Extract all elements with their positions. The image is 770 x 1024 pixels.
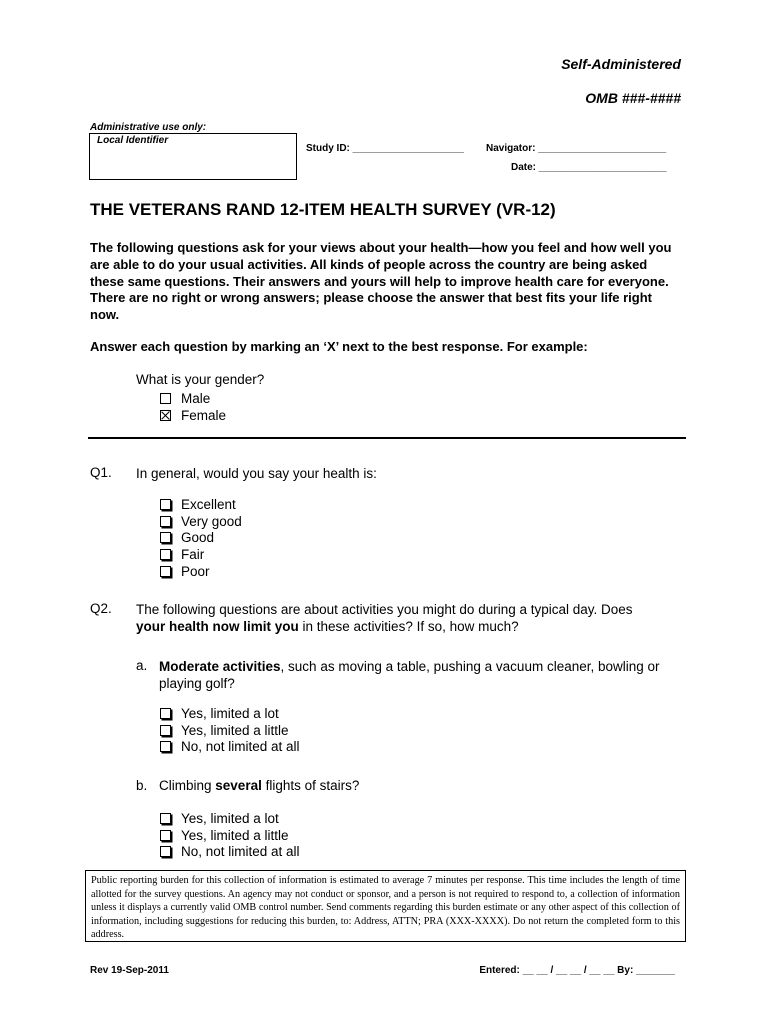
q2a-rest: , such as moving a table, pushing a vacuum cleaner, bowling or — [280, 659, 660, 674]
q2b-option[interactable] — [160, 843, 300, 860]
q2-text — [136, 601, 676, 635]
q2-number: Q2. — [90, 601, 112, 616]
q2-bold-phrase: your health now limit you — [136, 619, 299, 634]
q1-option[interactable] — [160, 496, 242, 513]
q2-text-line1: The following questions are about activities you might do during a typical day. Does — [136, 602, 633, 617]
burden-statement: Public reporting burden for this collection of information is estimated to average 7 minutes per response. This time includes the length of time allotted for the survey questions. An agency may not conduct or sponsor, and a person is not required to respond to, a collection of information unless it displays a currently valid OMB control number. Send comments regarding this burden estimate or any other aspect of this collection of information, including suggestions for reducing this burden, to: Address, ATTN; PRA (XXX-XXXX). Do not return the completed form to this address. — [85, 870, 686, 942]
example-options — [160, 390, 226, 423]
q2a-option[interactable] — [160, 738, 300, 755]
example-question: What is your gender? — [136, 372, 265, 387]
checkbox-icon[interactable] — [160, 549, 171, 560]
checkbox-icon[interactable] — [160, 846, 171, 857]
option-label: Good — [181, 530, 215, 546]
checkbox-icon[interactable] — [160, 813, 171, 824]
option-label: Fair — [181, 546, 205, 562]
entered-by-field[interactable]: Entered: __ __ / __ __ / __ __ By: _______ — [479, 965, 675, 976]
option-label: Poor — [181, 563, 210, 579]
option-label: Yes, limited a little — [181, 827, 289, 843]
checkbox-icon[interactable] — [160, 516, 171, 527]
checkbox-icon[interactable] — [160, 532, 171, 543]
q2b-bold-word: several — [215, 778, 262, 793]
q1-option[interactable] — [160, 513, 242, 530]
page-title: THE VETERANS RAND 12-ITEM HEALTH SURVEY (VR-12) — [90, 200, 556, 219]
checkbox-checked-icon[interactable] — [160, 410, 171, 421]
option-label: No, not limited at all — [181, 844, 300, 860]
q2a-text — [159, 658, 689, 692]
navigator-field[interactable]: Navigator: _______________________ — [486, 143, 667, 154]
q1-option[interactable] — [160, 529, 242, 546]
q1-options — [160, 496, 242, 579]
option-label: Female — [181, 407, 227, 423]
checkbox-icon[interactable] — [160, 741, 171, 752]
q2b-post: flights of stairs? — [261, 778, 360, 793]
omb-number: OMB ###-#### — [585, 90, 681, 106]
q1-option[interactable] — [160, 546, 242, 563]
option-label: Yes, limited a lot — [181, 810, 279, 826]
option-label: No, not limited at all — [181, 739, 300, 755]
q2a-option[interactable] — [160, 722, 300, 739]
revision-date: Rev 19-Sep-2011 — [90, 965, 169, 976]
q2b-option[interactable] — [160, 827, 300, 844]
checkbox-icon[interactable] — [160, 708, 171, 719]
q2-text-line2 — [136, 618, 676, 635]
q2b-text — [159, 778, 359, 793]
option-label: Yes, limited a little — [181, 722, 289, 738]
q2b-pre: Climbing — [159, 778, 216, 793]
q1-text: In general, would you say your health is: — [136, 466, 377, 481]
checkbox-icon[interactable] — [160, 566, 171, 577]
q2a-text-line1 — [159, 658, 689, 675]
option-label: Excellent — [181, 496, 236, 512]
q2a-letter: a. — [136, 658, 148, 673]
checkbox-icon[interactable] — [160, 499, 171, 510]
q2a-bold-phrase: Moderate activities — [159, 659, 281, 674]
date-field[interactable]: Date: _______________________ — [511, 162, 667, 173]
option-label: Yes, limited a lot — [181, 705, 279, 721]
example-option-female[interactable] — [160, 407, 226, 424]
option-label: Very good — [181, 513, 242, 529]
q2a-option[interactable] — [160, 705, 300, 722]
study-id-field[interactable]: Study ID: ____________________ — [306, 143, 464, 154]
q2a-text-line2: playing golf? — [159, 676, 235, 691]
q2b-options — [160, 810, 300, 860]
checkbox-icon[interactable] — [160, 830, 171, 841]
q2b-letter: b. — [136, 778, 148, 793]
q2b-option[interactable] — [160, 810, 300, 827]
instruction-text: Answer each question by marking an ‘X’ next to the best response. For example: — [90, 339, 588, 354]
admin-use-label: Administrative use only: — [90, 122, 207, 133]
self-administered-label: Self-Administered — [561, 56, 681, 72]
q1-number: Q1. — [90, 465, 112, 480]
local-identifier-box[interactable] — [89, 133, 297, 180]
option-label: Male — [181, 390, 211, 406]
section-divider — [88, 437, 686, 439]
q2-text-line2-rest: in these activities? If so, how much? — [298, 619, 519, 634]
intro-paragraph: The following questions ask for your views about your health—how you feel and how well you are able to do your usual activities. All kinds of people across the country are being asked these same questions. Their answers and yours will help to improve health care for everyone. There are no right or wrong answers; please choose the answer that best fits your life right now. — [90, 240, 672, 323]
checkbox-empty-icon[interactable] — [160, 393, 171, 404]
example-option-male[interactable] — [160, 390, 226, 407]
local-identifier-label: Local Identifier — [97, 135, 169, 146]
q1-option[interactable] — [160, 563, 242, 580]
checkbox-icon[interactable] — [160, 725, 171, 736]
q2a-options — [160, 705, 300, 755]
